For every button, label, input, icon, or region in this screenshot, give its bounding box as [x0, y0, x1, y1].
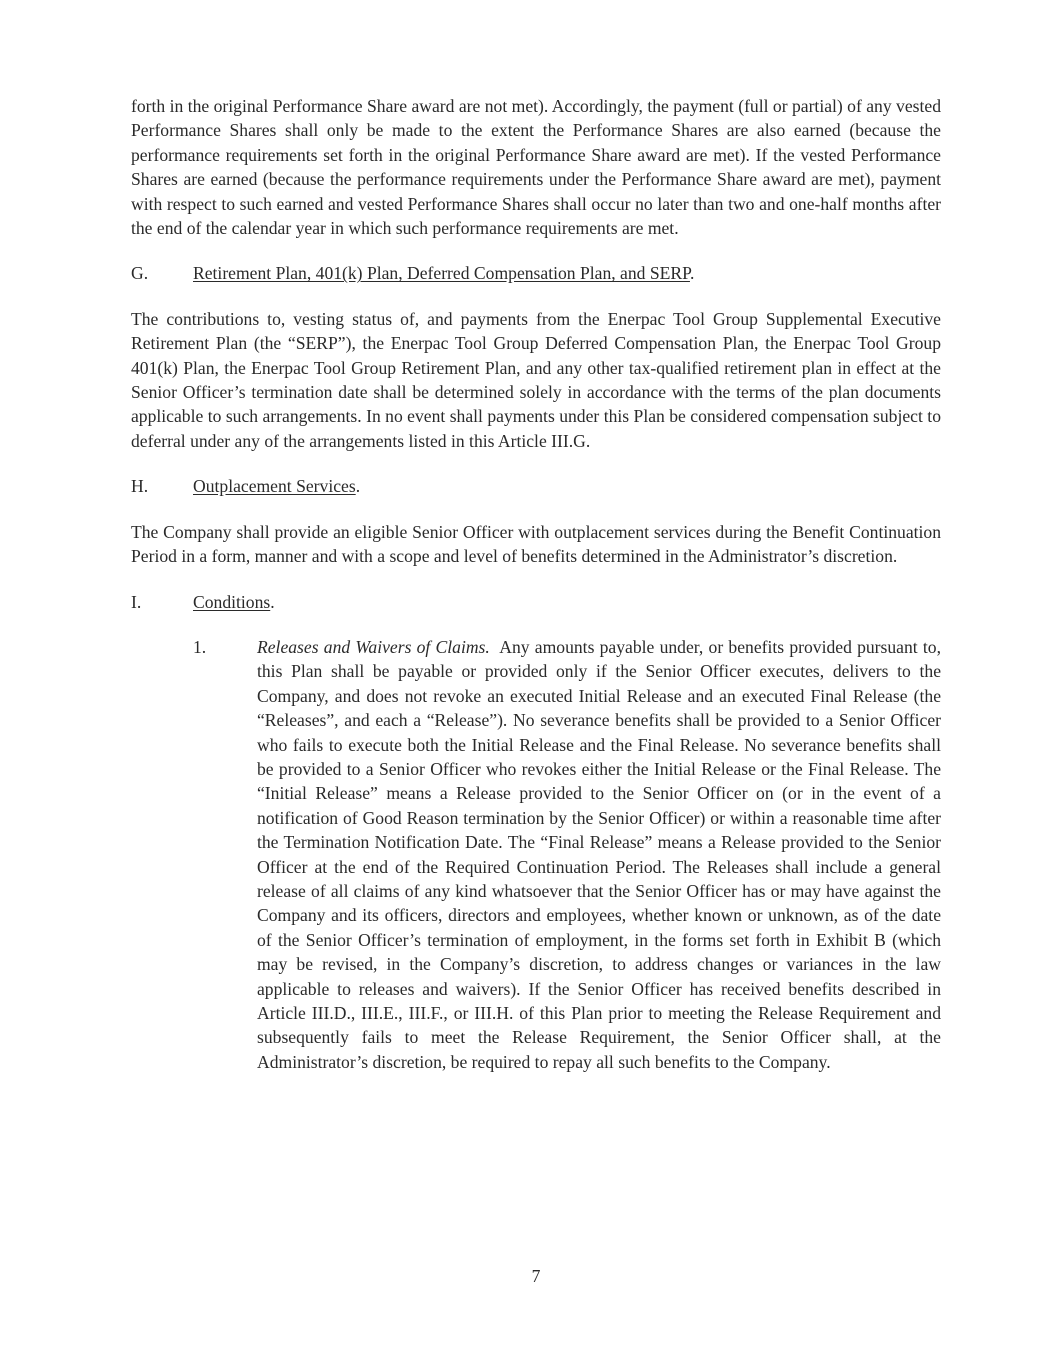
section-h-heading	[131, 474, 941, 498]
section-g-title-end: .	[689, 263, 695, 284]
section-i-title: Conditions	[193, 591, 271, 612]
section-i-title-end: .	[270, 591, 275, 612]
section-g-body: The contributions to, vesting status of, and payments from the Enerpac Tool Group Supplemental Executive Retirement Plan (the “SERP”), the Enerpac Tool Group Deferred Compensation Plan, the Enerpac Tool Group 401(k) Plan, the Enerpac Tool Group Retirement Plan, and any other tax-qualified retirement plan in effect at the Senior Officer’s termination date shall be determined solely in accordance with the terms of the plan documents applicable to such arrangements. In no event shall payments under this Plan be considered compensation subject to deferral under any of the arrangements listed in this Article III.G.	[131, 308, 941, 451]
item-number: 1.	[193, 636, 207, 657]
section-g-heading	[131, 261, 941, 285]
section-g-title: Retirement Plan, 401(k) Plan, Deferred Compensation Plan, and SERP	[193, 263, 690, 284]
document-page	[131, 94, 941, 1074]
section-i-letter: I.	[131, 591, 142, 612]
item-body	[257, 635, 941, 1074]
section-g-title-wrap	[193, 261, 694, 285]
section-h-body: The Company shall provide an eligible Senior Officer with outplacement services during the Benefit Continuation Period in a form, manner and with a scope and level of benefits determined in the Administrator’s discretion.	[131, 521, 941, 567]
section-i-item-1	[193, 635, 941, 1074]
section-h-title-end: .	[355, 476, 361, 497]
item-lead: Releases and Waivers of Claims.	[257, 636, 490, 657]
page-number: 7	[531, 1266, 541, 1286]
section-i-heading	[131, 590, 941, 614]
section-h-letter: H.	[131, 476, 149, 497]
item-text: Any amounts payable under, or benefits provided pursuant to, this Plan shall be payable or provided only if the Senior Officer executes, delivers to the Company, and does not revoke an executed Initial Release and an executed Final Release (the “Releases”, and each a “Release”). No severance benefits shall be provided to a Senior Officer who fails to execute both the Initial Release and the Final Release. No severance benefits shall be provided to a Senior Officer who revokes either the Initial Release or the Final Release. The “Initial Release” means a Release provided to the Senior Officer on (or in the event of a notification of Good Reason termination by the Senior Officer) or within a reasonable time after the Termination Notification Date. The “Final Release” means a Release provided to the Senior Officer at the end of the Required Continuation Period. The Releases shall include a general release of all claims of any kind whatsoever that the Senior Officer has or may have against the Company and its officers, directors and employees, whether known or unknown, as of the date of the Senior Officer’s termination of employment, in the forms set forth in Exhibit B (which may be revised, in the Company’s discretion, to address changes or variances in the law applicable to releases and waivers). If the Senior Officer has received benefits described in Article III.D., III.E., III.F., or III.H. of this Plan prior to meeting the Release Requirement and subsequently fails to meet the Release Requirement, the Senior Officer shall, at the Administrator’s discretion, be required to repay all such benefits to the Company.	[257, 636, 941, 1072]
section-g-letter: G.	[131, 263, 149, 284]
section-i-title-wrap	[193, 590, 275, 614]
section-h-title: Outplacement Services	[193, 476, 356, 497]
section-h-title-wrap	[193, 474, 360, 498]
intro-paragraph: forth in the original Performance Share award are not met). Accordingly, the payment (full or partial) of any vested Performance Shares shall only be made to the extent the Performance Shares are also earned (because the performance requirements set forth in the original Performance Share award are met). If the vested Performance Shares are earned (because the performance requirements under the Performance Share award are met), payment with respect to such earned and vested Performance Shares shall occur no later than two and one-half months after the end of the calendar year in which such performance requirements are met.	[131, 96, 941, 239]
